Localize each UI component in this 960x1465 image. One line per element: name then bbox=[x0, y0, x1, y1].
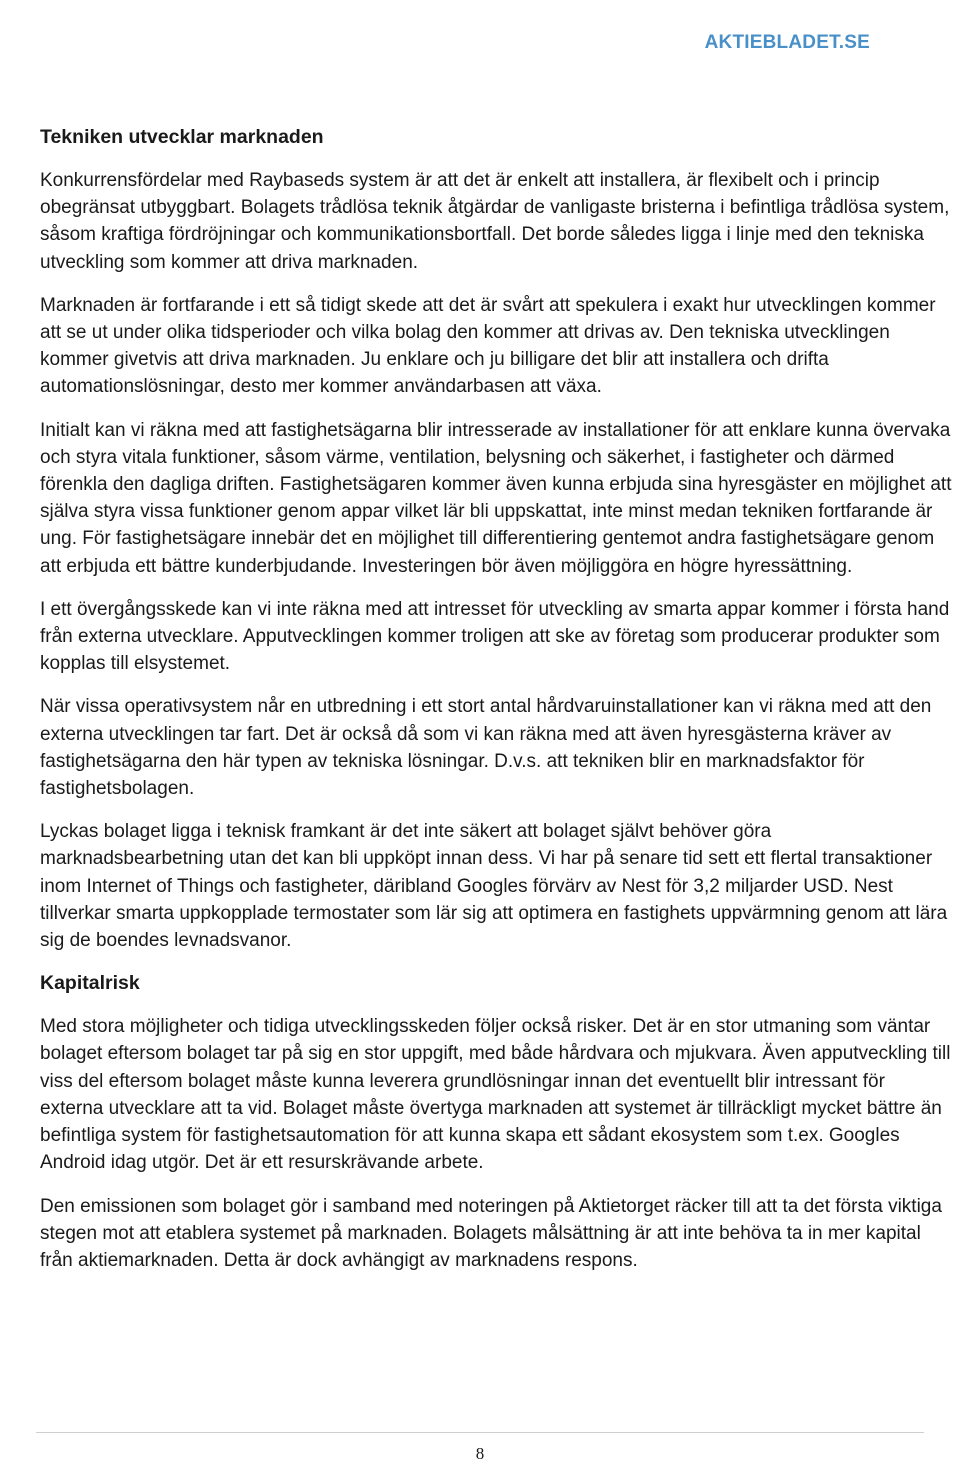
page-number: 8 bbox=[475, 1444, 485, 1463]
section-kapitalrisk bbox=[40, 970, 952, 1274]
footer-divider bbox=[36, 1432, 924, 1433]
section-tekniken bbox=[40, 124, 952, 954]
article-body bbox=[40, 124, 952, 1290]
paragraph: Marknaden är fortfarande i ett så tidigt skede att det är svårt att spekulera i exakt hur utvecklingen kommer att se ut under olika tidsperioder och vilka bolag den kommer att drivas av. Den tekniska utvecklingen kommer givetvis att driva marknaden. Ju enklare och ju billigare det blir att installera och drifta automationslösningar, desto mer kommer användarbasen att växa. bbox=[40, 294, 936, 398]
paragraph: Lyckas bolaget ligga i teknisk framkant är det inte säkert att bolaget självt behöver göra marknadsbearbetning utan det kan bli uppköpt innan dess. Vi har på senare tid sett ett flertal transaktioner inom Internet of Things och fastigheter, däribland Googles förvärv av Nest för 3,2 miljarder USD. Nest tillverkar smarta uppkopplade termostater som lär sig att optimera en fastighets uppvärmning genom att lära sig de boendes levnadsvanor. bbox=[40, 821, 948, 952]
paragraph: Den emissionen som bolaget gör i samband med noteringen på Aktietorget räcker till att ta det första viktiga stegen mot att etablera systemet på marknaden. Bolagets målsättning är att inte behöva ta in mer kapital från aktiemarknaden. Detta är dock avhängigt av marknadens respons. bbox=[40, 1195, 942, 1271]
paragraph: Initialt kan vi räkna med att fastighetsägarna blir intresserade av installationer för att enklare kunna övervaka och styra vitala funktioner, såsom värme, ventilation, belysning och säkerhet, i fastigheter och därmed förenkla den dagliga driften. Fastighetsägaren kommer även kunna erbjuda sina hyresgäster en möjlighet att själva styra vissa funktioner genom appar vilket lär bli uppskattat, inte minst medan tekniken fortfarande är ung. För fastighetsägare innebär det en möjlighet till differentiering gentemot andra fastighetsägare genom att erbjuda ett bättre kunderbjudande. Investeringen bör även möjliggöra en högre hyressättning. bbox=[40, 419, 952, 577]
paragraph: När vissa operativsystem når en utbredning i ett stort antal hårdvaruinstallationer kan vi räkna med att den externa utvecklingen tar fart. Det är också då som vi kan räkna med att även hyresgästerna kräver av fastighetsägarna den här typen av tekniska lösningar. D.v.s. att tekniken blir en marknadsfaktor för fastighetsbolagen. bbox=[40, 696, 932, 800]
paragraph: Med stora möjligheter och tidiga utvecklingsskeden följer också risker. Det är en stor utmaning som väntar bolaget eftersom bolaget tar på sig en stor uppgift, med både hårdvara och mjukvara. Även apputveckling till viss del eftersom bolaget måste kunna leverera grundlösningar innan det eventuellt blir intressant för externa utvecklare att ta vid. Bolaget måste övertyga marknaden att systemet är tillräckligt mycket bättre än befintliga system för fastighetsautomation för att kunna skapa ett sådant ekosystem som t.ex. Googles Android idag utgör. Det är ett resurskrävande arbete. bbox=[40, 1016, 951, 1174]
section-heading: Tekniken utvecklar marknaden bbox=[40, 126, 324, 148]
paragraph: Konkurrensfördelar med Raybaseds system är att det är enkelt att installera, är flexibelt och i princip obegränsat utbyggbart. Bolagets trådlösa teknik åtgärdar de vanligaste bristerna i befintliga trådlösa system, såsom kraftiga fördröjningar och kommunikationsbortfall. Det borde således ligga i linje med den tekniska utveckling som kommer att driva marknaden. bbox=[40, 170, 950, 273]
section-heading: Kapitalrisk bbox=[40, 972, 140, 995]
paragraph: I ett övergångsskede kan vi inte räkna med att intresset för utveckling av smarta appar kommer i första hand från externa utvecklare. Apputvecklingen kommer troligen att ske av företag som producerar produkter som kopplas till elsystemet. bbox=[40, 598, 950, 675]
site-brand: AKTIEBLADET.SE bbox=[704, 32, 870, 53]
